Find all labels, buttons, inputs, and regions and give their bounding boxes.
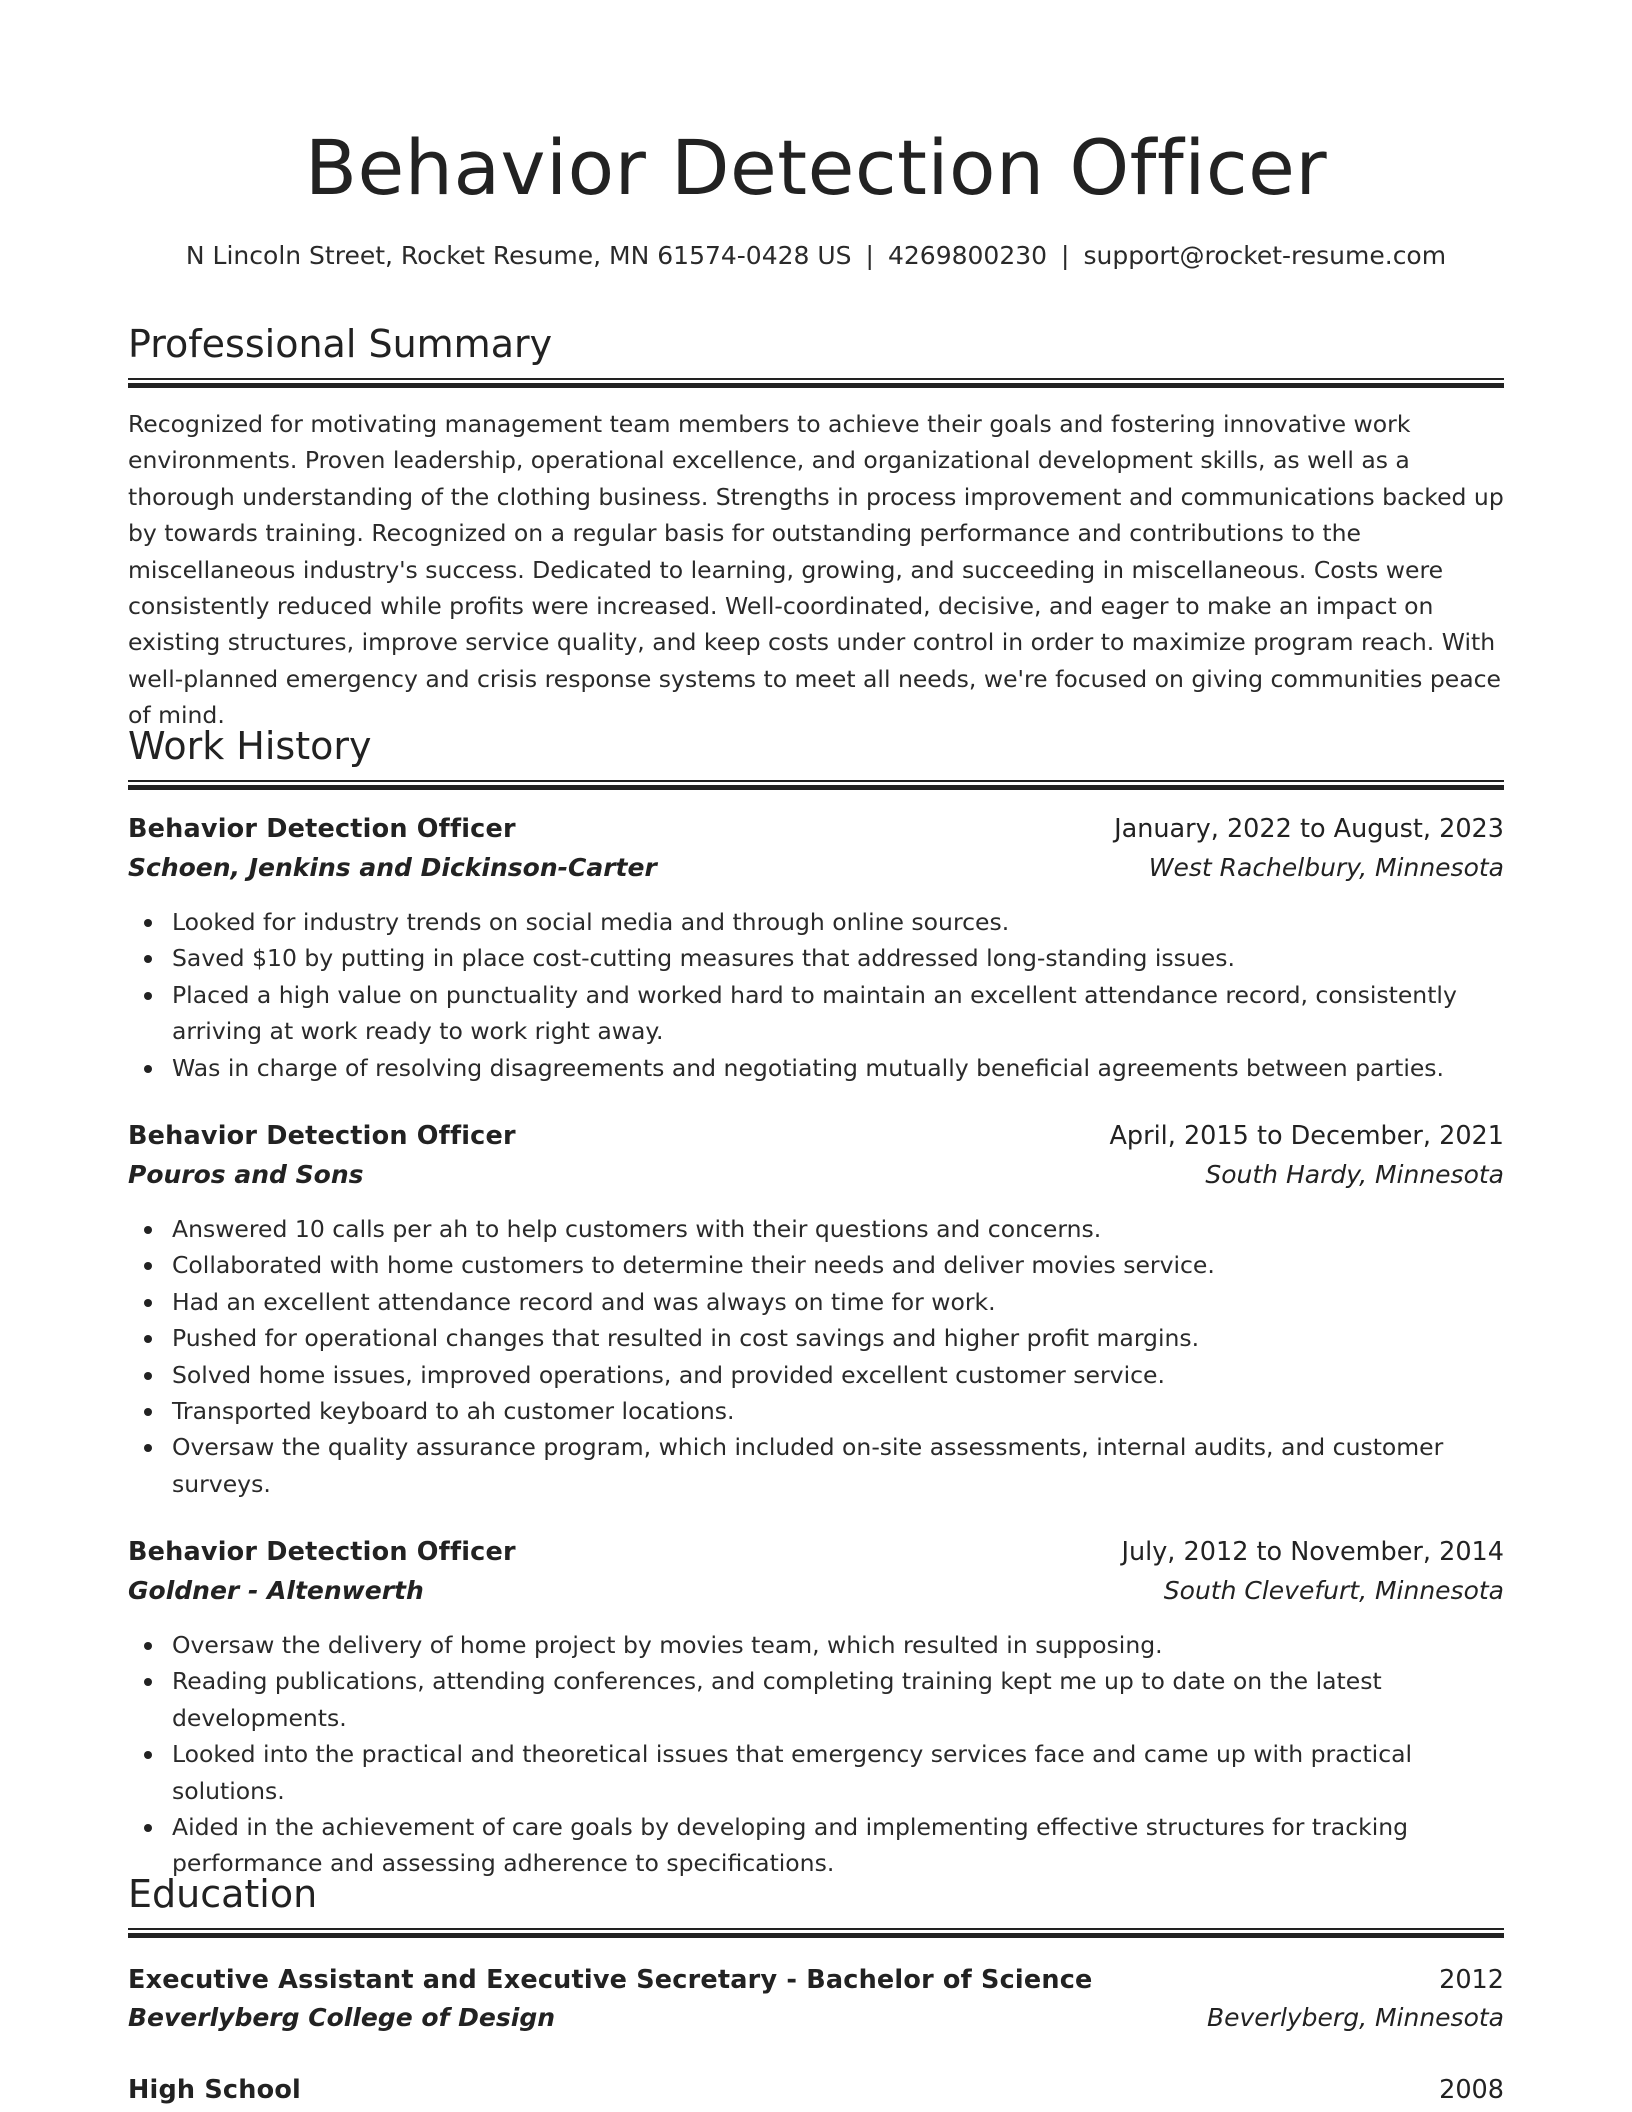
list-item: Oversaw the quality assurance program, which included on-site assessments, internal audits, and customer surveys. [172, 1429, 1504, 1502]
contact-email: support@rocket-resume.com [1083, 241, 1447, 270]
job-company-row [128, 1155, 1504, 1195]
list-item: Collaborated with home customers to determine their needs and deliver movies service. [172, 1247, 1504, 1283]
list-item: Solved home issues, improved operations, and provided excellent customer service. [172, 1357, 1504, 1393]
job-title: Behavior Detection Officer [128, 1537, 516, 1567]
contact-line [128, 238, 1504, 274]
list-item: Looked for industry trends on social media and through online sources. [172, 904, 1504, 940]
job-title: Behavior Detection Officer [128, 1121, 516, 1151]
work-history-heading: Work History [128, 724, 372, 768]
job-title: Behavior Detection Officer [128, 814, 516, 844]
job-dates: April, 2015 to December, 2021 [1109, 1121, 1504, 1151]
education-year: 2008 [1439, 2075, 1504, 2105]
education-header [128, 1960, 1504, 2000]
contact-separator: | [865, 241, 874, 270]
education-school: Beverlyberg College of Design [128, 2003, 556, 2032]
education-degree: High School [128, 2075, 301, 2105]
job-dates: January, 2022 to August, 2023 [1114, 814, 1504, 844]
list-item: Transported keyboard to ah customer locations. [172, 1393, 1504, 1429]
contact-phone: 4269800230 [887, 241, 1048, 270]
job-location: South Clevefurt, Minnesota [1163, 1576, 1504, 1605]
job-dates: July, 2012 to November, 2014 [1121, 1537, 1504, 1567]
job-company-row [128, 1571, 1504, 1611]
summary-text: Recognized for motivating management team members to achieve their goals and fostering innovative work environments. Proven leadership, operational excellence, and organizational development skills, as well as a thorough understanding of the clothing business. Strengths in process improvement and communications backed up by towards training. Recognized on a regular basis for outstanding performance and contributions to the miscellaneous industry's success. Dedicated to learning, growing, and succeeding in miscellaneous. Costs were consistently reduced while profits were increased. Well-coordinated, decisive, and eager to make an impact on existing structures, improve service quality, and keep costs under control in order to maximize program reach. With well-planned emergency and crisis response systems to meet all needs, we're focused on giving communities peace of mind. [128, 410, 1504, 730]
candidate-name: Behavior Detection Officer [304, 123, 1328, 212]
education-school-row [128, 1998, 1504, 2038]
list-item: Aided in the achievement of care goals by developing and implementing effective structures for tracking performance and assessing adherence to specifications. [172, 1809, 1504, 1882]
education-degree: Executive Assistant and Executive Secretary - Bachelor of Science [128, 1965, 1093, 1995]
education-header [128, 2070, 1504, 2110]
list-item: Looked into the practical and theoretical issues that emergency services face and came up with practical solutions. [172, 1736, 1504, 1809]
section-divider [128, 780, 1504, 790]
list-item: Placed a high value on punctuality and worked hard to maintain an excellent attendance record, consistently arriving at work ready to work right away. [172, 977, 1504, 1050]
list-item: Saved $10 by putting in place cost-cutting measures that addressed long-standing issues. [172, 940, 1504, 976]
contact-address: N Lincoln Street, Rocket Resume, MN 61574-0428 US [185, 241, 852, 270]
list-item: Had an excellent attendance record and was always on time for work. [172, 1284, 1504, 1320]
job-company: Pouros and Sons [128, 1160, 364, 1189]
summary-heading: Professional Summary [128, 322, 553, 366]
list-item: Pushed for operational changes that resulted in cost savings and higher profit margins. [172, 1320, 1504, 1356]
list-item: Reading publications, attending conferences, and completing training kept me up to date on the latest developments. [172, 1663, 1504, 1736]
job-company: Schoen, Jenkins and Dickinson-Carter [128, 853, 657, 882]
education-heading: Education [128, 1872, 318, 1916]
education-location: Beverlyberg, Minnesota [1206, 2003, 1504, 2032]
job-header [128, 809, 1504, 849]
list-item: Was in charge of resolving disagreements and negotiating mutually beneficial agreements between parties. [172, 1050, 1504, 1086]
education-year: 2012 [1439, 1965, 1504, 1995]
list-item: Answered 10 calls per ah to help customers with their questions and concerns. [172, 1211, 1504, 1247]
job-header [128, 1116, 1504, 1156]
job-company: Goldner - Altenwerth [128, 1576, 424, 1605]
job-header [128, 1532, 1504, 1572]
job-location: South Hardy, Minnesota [1205, 1160, 1504, 1189]
job-company-row [128, 848, 1504, 888]
job-location: West Rachelbury, Minnesota [1148, 853, 1504, 882]
section-divider [128, 378, 1504, 388]
section-divider [128, 1928, 1504, 1938]
job-bullets [128, 1627, 1504, 1882]
list-item: Oversaw the delivery of home project by movies team, which resulted in supposing. [172, 1627, 1504, 1663]
job-bullets [128, 1211, 1504, 1502]
contact-separator: | [1061, 241, 1070, 270]
job-bullets [128, 904, 1504, 1086]
